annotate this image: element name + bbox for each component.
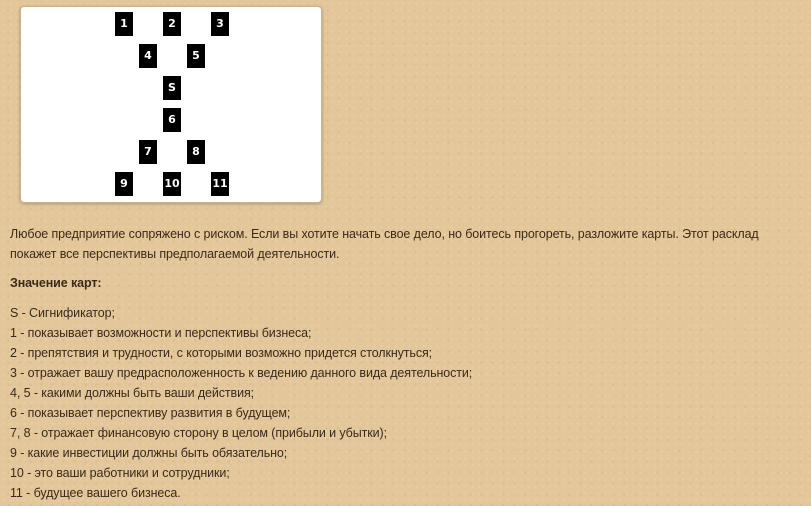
card-2: 2 — [163, 12, 181, 36]
card-6: 6 — [163, 108, 181, 132]
meaning-item: S - Сигнификатор; — [10, 306, 115, 320]
card-7: 7 — [139, 140, 157, 164]
meaning-item: 9 - какие инвестиции должны быть обязательно; — [10, 446, 288, 460]
card-layout-panel — [20, 6, 322, 203]
meanings-list — [10, 303, 805, 503]
meaning-item: 6 - показывает перспективу развития в будущем; — [10, 406, 291, 420]
meaning-item: 2 - препятствия и трудности, с которыми возможно придется столкнуться; — [10, 346, 433, 360]
card-4: 4 — [139, 44, 157, 68]
intro-paragraph: Любое предприятие сопряжено с риском. Если вы хотите начать свое дело, но боитесь прогореть, разложите карты. Этот расклад покажет все перспективы предполагаемой деятельности. — [10, 227, 759, 261]
article-content — [10, 224, 805, 503]
meaning-item: 7, 8 - отражает финансовую сторону в целом (прибыли и убытки); — [10, 426, 387, 440]
meaning-item: 3 - отражает вашу предрасположенность к ведению данного вида деятельности; — [10, 366, 473, 380]
card-11: 11 — [211, 172, 229, 196]
card-5: 5 — [187, 44, 205, 68]
card-8: 8 — [187, 140, 205, 164]
meaning-item: 4, 5 - какими должны быть ваши действия; — [10, 386, 254, 400]
card-3: 3 — [211, 12, 229, 36]
card-9: 9 — [115, 172, 133, 196]
meaning-item: 10 - это ваши работники и сотрудники; — [10, 466, 230, 480]
card-1: 1 — [115, 12, 133, 36]
card-significator: S — [163, 76, 181, 100]
card-10: 10 — [163, 172, 181, 196]
meaning-item: 1 - показывает возможности и перспективы бизнеса; — [10, 326, 312, 340]
meanings-heading: Значение карт: — [10, 276, 102, 290]
meaning-item: 11 - будущее вашего бизнеса. — [10, 486, 181, 500]
